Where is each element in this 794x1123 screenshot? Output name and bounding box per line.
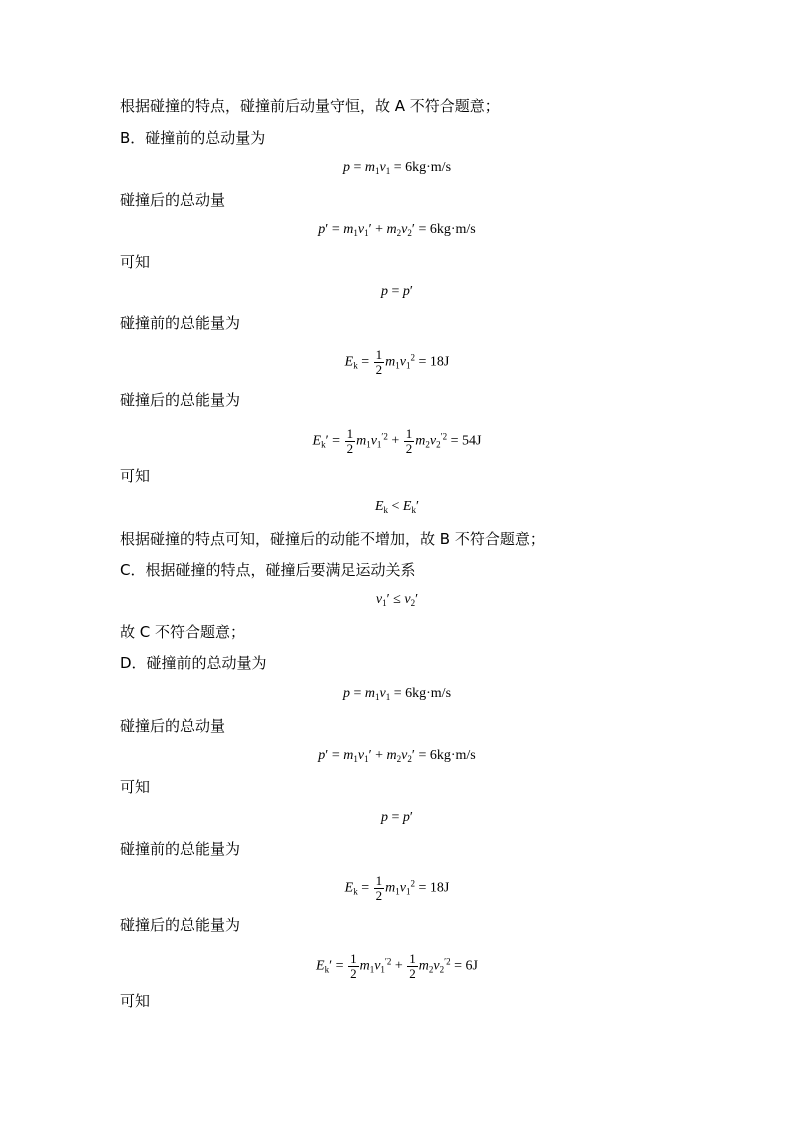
energy-value: 54J [462, 433, 482, 449]
equation-d-momentum-after: $p' = m_1v_1' + m_2v_2' = 6kg\cdot m/s$ [318, 748, 476, 764]
equation-d-energy-before: $E_k$ = $\frac{1}{2}$ $m_1v_1^2 = 18J$ [344, 873, 450, 903]
text-line: 碰撞前的总能量为 [120, 314, 241, 332]
text-line: 碰撞前的总能量为 [120, 840, 241, 858]
equation-b-energy-compare: $E_k < E_k'$ [374, 499, 420, 515]
equation-b-momentum-before: $p = m_1v_1 = 6kg\cdot m/s$ [342, 160, 452, 176]
text-line: 根据碰撞的特点可知，碰撞后的动能不增加，故 B 不符合题意； [120, 530, 545, 548]
text-line: 根据碰撞的特点，碰撞前后动量守恒，故 A 不符合题意； [120, 97, 500, 115]
equation-b-momentum-after: $p' = m_1v_1' + m_2v_2' = 6kg\cdot m/s$ [318, 222, 476, 238]
equation-d-energy-after: $E_k'$ = $\frac{1}{2}$ $m_1v_1^{'2}$ + $\frac{1}{2}$ $m_2v_2^{'2} = 6J$ [316, 951, 478, 981]
text-line: 碰撞后的总能量为 [120, 916, 241, 934]
text-line: 可知 [120, 253, 151, 271]
equation-b-energy-after: $E_k'$ = $\frac{1}{2}$ $m_1v_1^{'2}$ + $\frac{1}{2}$ $m_2v_2^{'2} = 54J$ [312, 426, 482, 456]
text-line: 可知 [120, 992, 151, 1010]
text-line: 可知 [120, 467, 151, 485]
momentum-value: 6kg·m/s [405, 160, 452, 175]
momentum-value: 6kg·m/s [429, 748, 476, 763]
equation-d-momentum-equal: p = p′ [381, 810, 413, 825]
text-line: 故 C 不符合题意； [120, 623, 246, 641]
equation-b-momentum-equal: p = p′ [381, 284, 413, 299]
text-line: 可知 [120, 778, 151, 796]
energy-value: 18J [429, 354, 450, 370]
energy-value: 18J [429, 880, 450, 896]
equation-d-momentum-before: $p = m_1v_1 = 6kg\cdot m/s$ [342, 686, 452, 702]
text-line: D．碰撞前的总动量为 [120, 654, 267, 672]
text-line: C．根据碰撞的特点，碰撞后要满足运动关系 [120, 561, 416, 579]
equation-c-relation: $v_1' \le v_2'$ [375, 592, 419, 608]
equation-b-energy-before: $E_k$ = $\frac{1}{2}$ $m_1v_1^2 = 18J$ [344, 347, 450, 377]
momentum-value: 6kg·m/s [429, 222, 476, 237]
energy-value: 6J [465, 958, 478, 974]
text-line: 碰撞后的总动量 [120, 717, 226, 735]
text-line: B．碰撞前的总动量为 [120, 129, 266, 147]
momentum-value: 6kg·m/s [405, 686, 452, 701]
text-line: 碰撞后的总动量 [120, 191, 226, 209]
text-line: 碰撞后的总能量为 [120, 391, 241, 409]
